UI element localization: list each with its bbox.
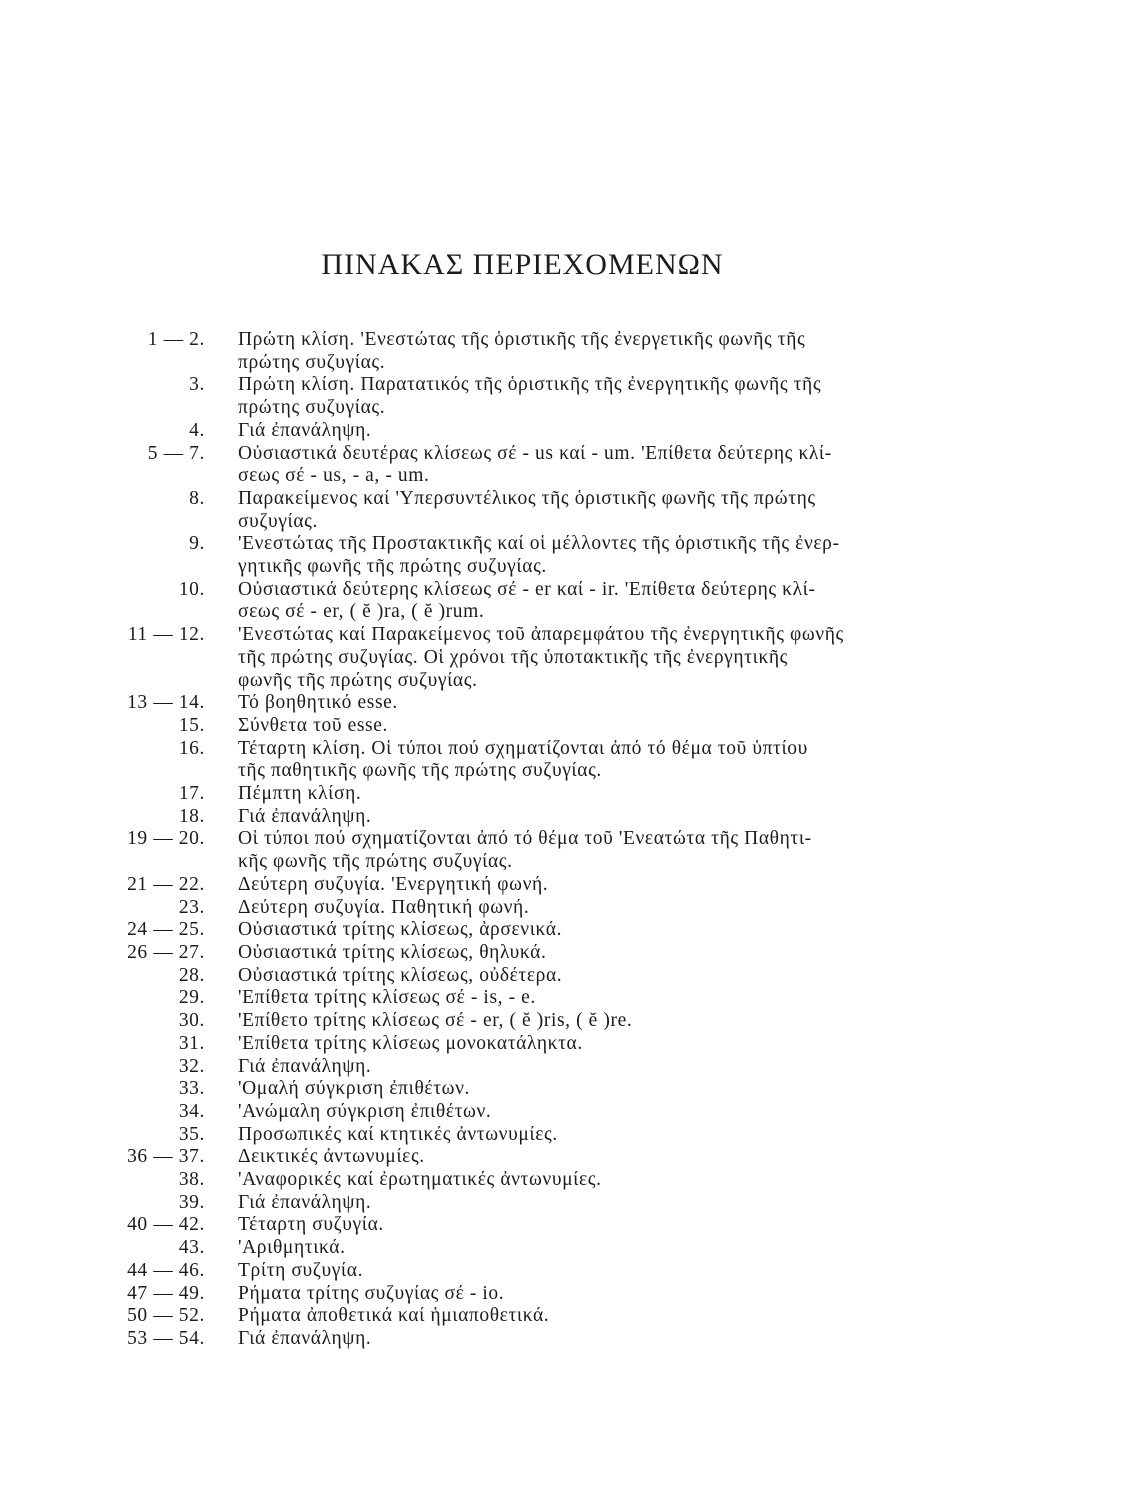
toc-entry-number: 36 — 37.	[127, 1146, 205, 1168]
toc-entry	[96, 374, 1036, 419]
toc-entry	[96, 897, 1036, 920]
toc-entry-text	[205, 1328, 1036, 1351]
table-of-contents	[96, 329, 1036, 1351]
toc-entry	[96, 715, 1036, 738]
toc-entry-number: 33.	[178, 1078, 205, 1100]
toc-entry-number: 47 — 49.	[127, 1282, 205, 1304]
toc-entry-number: 34.	[178, 1100, 205, 1122]
toc-entry-number: 23.	[178, 896, 205, 918]
toc-entry-text	[205, 897, 1036, 920]
toc-entry-line: Γιά ἐπανάληψη.	[238, 419, 372, 441]
toc-entry	[96, 488, 1036, 533]
toc-entry-number: 11 — 12.	[127, 624, 205, 646]
toc-entry	[96, 919, 1036, 942]
toc-entry-number: 16.	[178, 737, 205, 759]
toc-entry-text	[205, 1146, 1036, 1169]
toc-entry-text	[205, 806, 1036, 829]
toc-entry-text	[205, 942, 1036, 965]
toc-entry-number: 26 — 27.	[127, 941, 205, 963]
toc-entry-text	[205, 1237, 1036, 1260]
toc-entry-line: 'Αριθμητικά.	[238, 1237, 346, 1259]
toc-entry-line: Γιά ἐπανάληψη.	[238, 1327, 372, 1349]
toc-entry-number: 53 — 54.	[127, 1327, 205, 1349]
page-title: ΠΙΝΑΚΑΣ ΠΕΡΙΕΧΟΜΕΝΩΝ	[321, 248, 724, 281]
toc-entry	[96, 420, 1036, 443]
toc-entry-line: Πρώτη κλίση. Παρατατικός τῆς ὁριστικῆς τῆς ἐνεργητικῆς φωνῆς τῆς	[238, 374, 822, 396]
toc-entry-number: 8.	[189, 487, 205, 509]
toc-entry-line: τῆς πρώτης συζυγίας. Οἱ χρόνοι τῆς ὑποτακτικῆς τῆς ἐνεργητικῆς	[238, 646, 789, 668]
toc-entry-number: 30.	[178, 1010, 205, 1032]
toc-entry-line: πρώτης συζυγίας.	[238, 397, 386, 419]
toc-entry-line: Προσωπικές καί κτητικές ἀντωνυμίες.	[238, 1123, 558, 1145]
toc-entry-number: 35.	[178, 1123, 205, 1145]
toc-entry-number: 13 — 14.	[127, 692, 205, 714]
toc-entry-line: Γιά ἐπανάληψη.	[238, 1055, 372, 1077]
toc-entry-number: 4.	[189, 419, 205, 441]
toc-entry-number: 21 — 22.	[127, 873, 205, 895]
toc-entry-number: 1 — 2.	[147, 329, 205, 350]
toc-entry-number: 15.	[178, 714, 205, 736]
toc-entry-text	[205, 987, 1036, 1010]
toc-entry-text	[205, 443, 1036, 488]
toc-entry-number: 44 — 46.	[127, 1259, 205, 1281]
toc-entry-line: Πρώτη κλίση. 'Ενεστώτας τῆς ὁριστικῆς τῆς ἐνεργετικῆς φωνῆς τῆς	[238, 329, 806, 350]
toc-entry-line: κῆς φωνῆς τῆς πρώτης συζυγίας.	[238, 851, 513, 873]
toc-entry-line: 'Επίθετα τρίτης κλίσεως μονοκατάληκτα.	[238, 1032, 583, 1054]
toc-entry-number: 39.	[178, 1191, 205, 1213]
toc-entry	[96, 965, 1036, 988]
toc-entry-line: σεως σέ - er, ( ĕ )ra, ( ĕ )rum.	[238, 601, 485, 623]
toc-entry-line: Ρήματα τρίτης συζυγίας σέ - io.	[238, 1282, 505, 1304]
toc-entry-text	[205, 919, 1036, 942]
toc-entry-line: Οἱ τύποι πού σχηματίζονται ἀπό τό θέμα τοῦ 'Ενεατώτα τῆς Παθητι-	[238, 828, 812, 850]
toc-entry-text	[205, 624, 1036, 692]
toc-entry-line: Δεύτερη συζυγία. 'Ενεργητική φωνή.	[238, 873, 549, 895]
toc-entry	[96, 1260, 1036, 1283]
toc-entry	[96, 806, 1036, 829]
toc-entry-line: 'Ενεστώτας καί Παρακείμενος τοῦ ἀπαρεμφάτου τῆς ἐνεργητικῆς φωνῆς	[238, 624, 844, 646]
toc-entry	[96, 1146, 1036, 1169]
toc-entry-text	[205, 1078, 1036, 1101]
toc-entry-line: Πέμπτη κλίση.	[238, 783, 362, 805]
toc-entry-line: πρώτης συζυγίας.	[238, 351, 386, 373]
toc-entry-line: Γιά ἐπανάληψη.	[238, 1191, 372, 1213]
toc-entry-text	[205, 1260, 1036, 1283]
toc-entry-line: 'Ανώμαλη σύγκριση ἐπιθέτων.	[238, 1100, 492, 1122]
toc-entry-text	[205, 374, 1036, 419]
toc-entry	[96, 1056, 1036, 1079]
toc-entry	[96, 1214, 1036, 1237]
toc-entry-text	[205, 1124, 1036, 1147]
toc-entry-line: Σύνθετα τοῦ esse.	[238, 714, 388, 736]
toc-entry-text	[205, 329, 1036, 374]
toc-entry	[96, 738, 1036, 783]
toc-entry-text	[205, 1010, 1036, 1033]
toc-entry-text	[205, 874, 1036, 897]
toc-entry-number: 29.	[178, 987, 205, 1009]
toc-entry-text	[205, 1033, 1036, 1056]
toc-entry-line: Τέταρτη συζυγία.	[238, 1214, 384, 1236]
toc-entry	[96, 783, 1036, 806]
toc-entry	[96, 1010, 1036, 1033]
toc-entry-line: Τρίτη συζυγία.	[238, 1259, 364, 1281]
toc-entry	[96, 1078, 1036, 1101]
toc-entry	[96, 1305, 1036, 1328]
toc-entry	[96, 1124, 1036, 1147]
toc-entry	[96, 624, 1036, 692]
toc-entry-text	[205, 1192, 1036, 1215]
toc-entry-text	[205, 488, 1036, 533]
toc-entry	[96, 692, 1036, 715]
toc-entry-text	[205, 965, 1036, 988]
toc-entry-number: 43.	[178, 1237, 205, 1259]
toc-entry-text	[205, 1056, 1036, 1079]
toc-entry-line: Παρακείμενος καί 'Υπερσυντέλικος τῆς ὁριστικῆς φωνῆς τῆς πρώτης	[238, 487, 816, 509]
toc-entry-line: 'Αναφορικές καί ἐρωτηματικές ἀντωνυμίες.	[238, 1169, 602, 1191]
toc-entry-number: 18.	[178, 805, 205, 827]
toc-entry-text	[205, 579, 1036, 624]
toc-entry-line: Τό βοηθητικό esse.	[238, 692, 398, 714]
toc-entry-line: Γιά ἐπανάληψη.	[238, 805, 372, 827]
toc-entry-line: 'Ομαλή σύγκριση ἐπιθέτων.	[238, 1078, 470, 1100]
toc-entry-line: συζυγίας.	[238, 510, 318, 532]
toc-entry-number: 17.	[178, 783, 205, 805]
toc-entry	[96, 1033, 1036, 1056]
toc-entry	[96, 1169, 1036, 1192]
toc-entry-number: 28.	[178, 964, 205, 986]
toc-entry	[96, 942, 1036, 965]
toc-entry-text	[205, 420, 1036, 443]
toc-entry-text	[205, 828, 1036, 873]
toc-entry-number: 10.	[178, 578, 205, 600]
toc-entry-text	[205, 738, 1036, 783]
toc-entry-line: Τέταρτη κλίση. Οἱ τύποι πού σχηματίζονται ἀπό τό θέμα τοῦ ὑπτίου	[238, 737, 808, 759]
toc-entry	[96, 1283, 1036, 1306]
toc-entry-number: 31.	[178, 1032, 205, 1054]
toc-entry-line: γητικῆς φωνῆς τῆς πρώτης συζυγίας.	[238, 556, 547, 578]
toc-entry-text	[205, 715, 1036, 738]
toc-entry	[96, 828, 1036, 873]
toc-entry-line: Οὐσιαστικά τρίτης κλίσεως, θηλυκά.	[238, 941, 547, 963]
toc-entry	[96, 579, 1036, 624]
toc-entry	[96, 987, 1036, 1010]
toc-entry-text	[205, 1101, 1036, 1124]
toc-entry-line: Οὐσιαστικά δεύτερης κλίσεως σέ - er καί - ir. 'Επίθετα δεύτερης κλί-	[238, 578, 816, 600]
toc-entry-text	[205, 692, 1036, 715]
toc-entry-text	[205, 1214, 1036, 1237]
toc-entry	[96, 1237, 1036, 1260]
toc-entry	[96, 1328, 1036, 1351]
toc-entry-line: σεως σέ - us, - a, - um.	[238, 465, 430, 487]
toc-entry-number: 50 — 52.	[127, 1305, 205, 1327]
toc-entry-number: 3.	[189, 374, 205, 396]
toc-entry-text	[205, 1169, 1036, 1192]
toc-entry-number: 32.	[178, 1055, 205, 1077]
toc-entry-line: Οὐσιαστικά τρίτης κλίσεως, οὐδέτερα.	[238, 964, 563, 986]
toc-entry-line: φωνῆς τῆς πρώτης συζυγίας.	[238, 669, 478, 691]
toc-entry	[96, 1101, 1036, 1124]
toc-entry	[96, 443, 1036, 488]
toc-entry-number: 24 — 25.	[127, 919, 205, 941]
toc-entry	[96, 533, 1036, 578]
toc-entry-number: 19 — 20.	[127, 828, 205, 850]
toc-entry-text	[205, 1283, 1036, 1306]
toc-entry-line: Οὐσιαστικά δευτέρας κλίσεως σέ - us καί - um. 'Επίθετα δεύτερης κλί-	[238, 442, 832, 464]
toc-entry-text	[205, 783, 1036, 806]
toc-entry-text	[205, 533, 1036, 578]
toc-entry-number: 9.	[189, 533, 205, 555]
toc-entry-line: τῆς παθητικῆς φωνῆς τῆς πρώτης συζυγίας.	[238, 760, 602, 782]
toc-entry-line: 'Ενεστώτας τῆς Προστακτικῆς καί οἱ μέλλοντες τῆς ὁριστικῆς τῆς ἐνερ-	[238, 533, 840, 555]
toc-entry-line: Δεύτερη συζυγία. Παθητική φωνή.	[238, 896, 530, 918]
toc-entry-line: Οὐσιαστικά τρίτης κλίσεως, ἀρσενικά.	[238, 919, 563, 941]
toc-entry-line: Ρήματα ἀποθετικά καί ἡμιαποθετικά.	[238, 1305, 550, 1327]
toc-entry-text	[205, 1305, 1036, 1328]
toc-entry	[96, 874, 1036, 897]
toc-entry-line: Δεικτικές ἀντωνυμίες.	[238, 1146, 425, 1168]
toc-entry-line: 'Επίθετα τρίτης κλίσεως σέ - is, - e.	[238, 987, 536, 1009]
toc-entry-number: 5 — 7.	[147, 442, 205, 464]
toc-entry-number: 40 — 42.	[127, 1214, 205, 1236]
toc-entry	[96, 329, 1036, 374]
toc-entry-number: 38.	[178, 1169, 205, 1191]
toc-entry	[96, 1192, 1036, 1215]
toc-entry-line: 'Επίθετο τρίτης κλίσεως σέ - er, ( ĕ )ris, ( ĕ )re.	[238, 1010, 633, 1032]
